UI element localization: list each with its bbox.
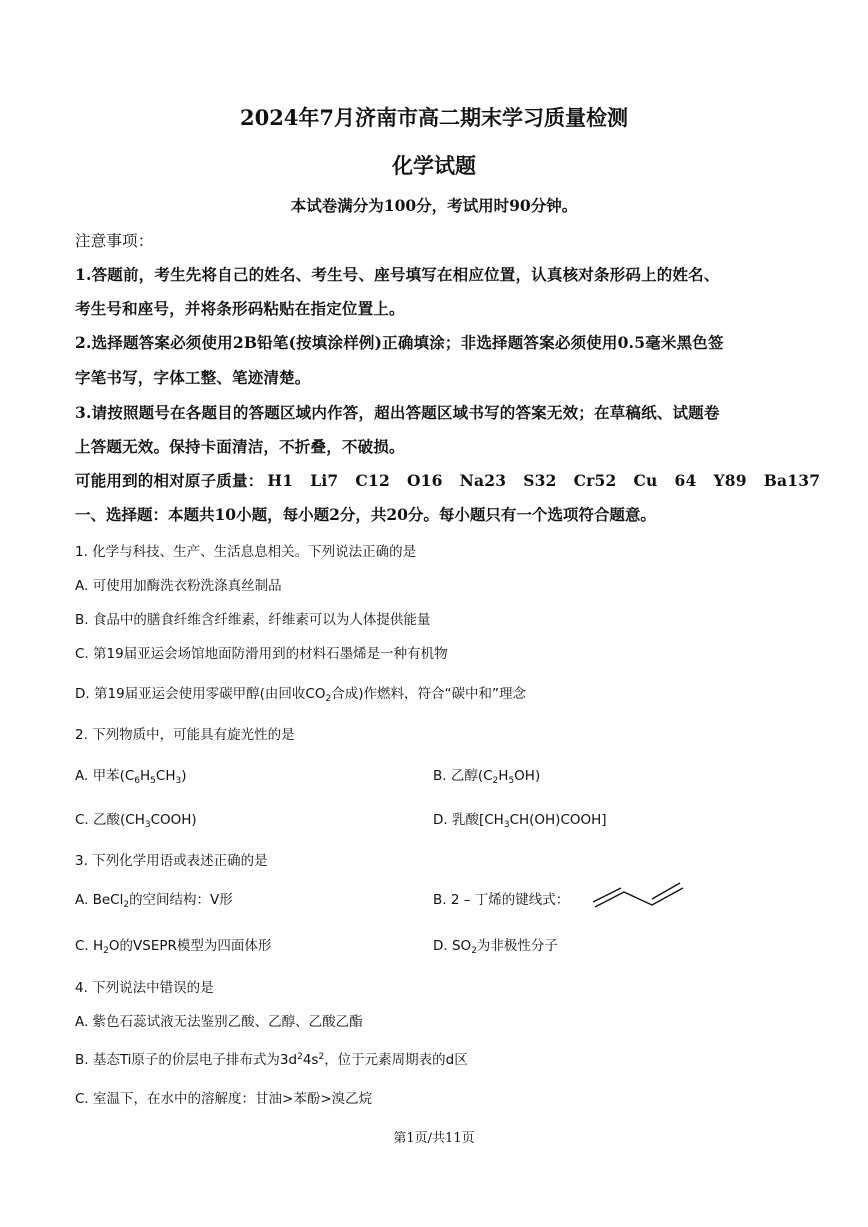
section-1-heading: 一、选择题：本题共10小题，每小题2分，共20分。每小题只有一个选项符合题意。 [75, 505, 656, 524]
subject-title: 化学试题 [392, 153, 476, 178]
q2-option-d: D. 乳酸$[CH_3CH(OH)COOH]$ [433, 812, 607, 830]
exam-info: 本试卷满分为100分，考试用时90分钟。 [290, 196, 578, 215]
q3-option-c: C. $H_2O$的VSEPR模型为四面体形 [75, 938, 272, 956]
atomic-mass-item: Cu [633, 471, 658, 490]
atomic-mass-item: Na23 [459, 471, 507, 490]
notice-item-2-line-2: 字笔书写，字体工整、笔迹清楚。 [75, 368, 311, 387]
2-butene-skeletal-formula [592, 880, 688, 912]
exam-title: 2024年7月济南市高二期末学习质量检测 [239, 105, 629, 130]
q1-stem: 1. 化学与科技、生产、生活息息相关。下列说法正确的是 [75, 544, 417, 560]
q1-option-a: A. 可使用加酶洗衣粉洗涤真丝制品 [75, 578, 282, 594]
atomic-mass-item: Cr52 [573, 471, 617, 490]
q4-option-b: B. 基态Ti原子的价层电子排布式为$3d^24s^2$，位于元素周期表的d区 [75, 1052, 468, 1068]
atomic-mass-item: 64 [674, 471, 697, 490]
q1-option-b: B. 食品中的膳食纤维含纤维素，纤维素可以为人体提供能量 [75, 612, 431, 628]
atomic-masses-label: 可能用到的相对原子质量： [75, 471, 264, 490]
page-footer: 第1页/共11页 [393, 1131, 475, 1146]
notice-item-3-line-1: 3.请按照题号在各题目的答题区域内作答，超出答题区域书写的答案无效；在草稿纸、试题卷 [75, 403, 720, 422]
notice-heading: 注意事项： [75, 232, 154, 250]
q3-stem: 3. 下列化学用语或表述正确的是 [75, 853, 268, 869]
atomic-masses [75, 469, 820, 491]
atomic-mass-item: S32 [523, 471, 557, 490]
atomic-mass-item: Ba137 [763, 471, 821, 490]
atomic-mass-item: H1 [267, 471, 294, 490]
q2-option-b: B. 乙醇$(C_2H_5OH)$ [433, 768, 541, 786]
q4-option-a: A. 紫色石蕊试液无法鉴别乙酸、乙醇、乙酸乙酯 [75, 1014, 363, 1030]
q4-option-c: C. 室温下，在水中的溶解度：甘油>苯酚>溴乙烷 [75, 1091, 373, 1107]
q2-stem: 2. 下列物质中，可能具有旋光性的是 [75, 727, 295, 743]
atomic-mass-item: C12 [355, 471, 390, 490]
q1-option-c: C. 第19届亚运会场馆地面防滑用到的材料石墨烯是一种有机物 [75, 646, 448, 662]
q4-stem: 4. 下列说法中错误的是 [75, 980, 214, 996]
notice-item-2-line-1: 2.选择题答案必须使用2B铅笔(按填涂样例)正确填涂；非选择题答案必须使用0.5毫米黑色签 [75, 333, 724, 352]
q3-option-a: A. BeCl$_2$的空间结构：V形 [75, 892, 233, 910]
q2-option-c: C. 乙酸$(CH_3COOH)$ [75, 812, 197, 830]
atomic-mass-item: Y89 [713, 471, 747, 490]
notice-item-1-line-1: 1.答题前，考生先将自己的姓名、考生号、座号填写在相应位置，认真核对条形码上的姓名、 [75, 265, 720, 284]
atomic-mass-item: Li7 [310, 471, 339, 490]
q3-option-d: D. $SO_2$为非极性分子 [433, 938, 558, 956]
notice-item-1-line-2: 考生号和座号，并将条形码粘贴在指定位置上。 [75, 299, 405, 318]
notice-item-3-line-2: 上答题无效。保持卡面清洁，不折叠，不破损。 [75, 437, 405, 456]
atomic-mass-item: O16 [406, 471, 443, 490]
q3-option-b: B. 2 – 丁烯的键线式： [433, 892, 570, 908]
q1-option-d: D. 第19届亚运会使用零碳甲醇(由回收$CO_2$合成)作燃料，符合“碳中和”理念 [75, 686, 526, 704]
q2-option-a: A. 甲苯$(C_6H_5CH_3)$ [75, 768, 187, 786]
